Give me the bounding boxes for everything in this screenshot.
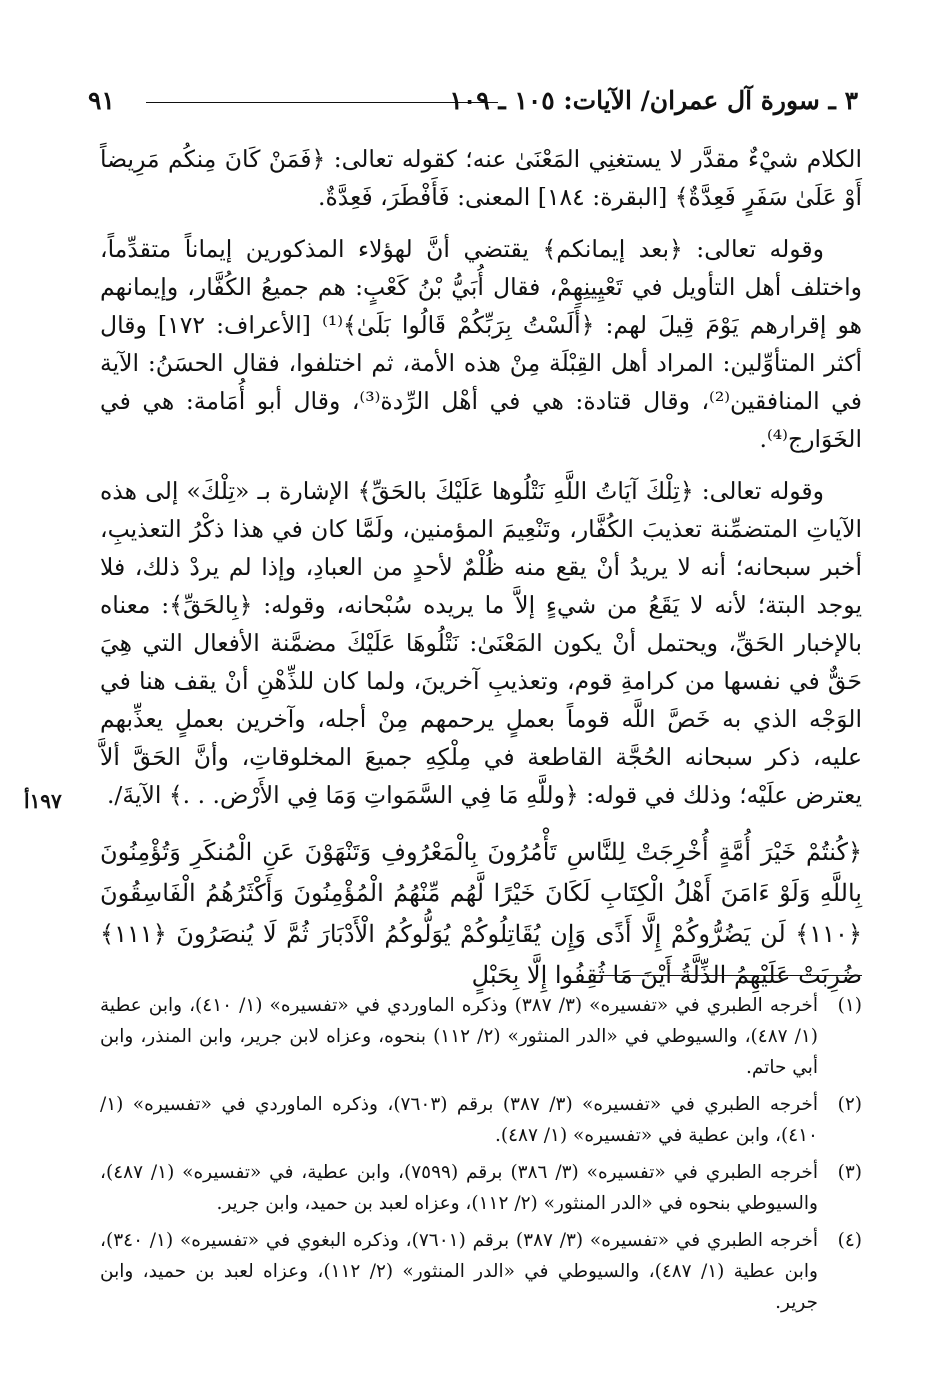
- footnote-separator: [590, 975, 862, 976]
- running-header: [88, 84, 858, 124]
- footnote-number: (٣): [837, 1162, 862, 1183]
- paragraph: وقوله تعالى: ﴿بعد إيمانكم﴾ يقتضي أنَّ لهؤلاء المذكورين إيماناً متقدِّماً، واختلف أهل التأويل في تَعْيِينِهِمْ، فقال أُبَيُّ بْنُ كَعْبٍ: هم جميعُ الكُفَّار، وإيمانهم هو إقرارهم يَوْمَ قِيلَ لهم: ﴿أَلَسْتُ بِرَبِّكُمْ قَالُوا بَلَىٰ﴾⁽¹⁾ [الأعراف: ١٧٢] وقال أكثر المتأوِّلين: المراد أهل القِبْلَة مِنْ هذه الأمة، ثم اختلفوا، فقال الحسَنُ: الآية في المنافقين⁽²⁾، وقال قتادة: هي في أهْل الرِّدة⁽³⁾، وقال أبو أُمَامة: هي في الخَوَارج⁽⁴⁾.: [100, 235, 862, 453]
- main-text: [100, 140, 862, 1010]
- footnote: [100, 990, 862, 1083]
- footnote-number: (٤): [837, 1230, 862, 1251]
- quran-verse: ﴿كُنتُمْ خَيْرَ أُمَّةٍ أُخْرِجَتْ لِلنَّاسِ تَأْمُرُونَ بِالْمَعْرُوفِ وَتَنْهَوْنَ عَنِ الْمُنكَرِ وَتُؤْمِنُونَ بِاللَّهِ وَلَوْ ءَامَنَ أَهْلُ الْكِتَابِ لَكَانَ خَيْرًا لَّهُم مِّنْهُمُ الْمُؤْمِنُونَ وَأَكْثَرُهُمُ الْفَاسِقُونَ ﴿١١٠﴾ لَن يَضُرُّوكُمْ إِلَّا أَذًى وَإِن يُقَاتِلُوكُمْ يُوَلُّوكُمُ الْأَدْبَارَ ثُمَّ لَا يُنصَرُونَ ﴿١١١﴾ ضُرِبَتْ عَلَيْهِمُ الذِّلَّةُ أَيْنَ مَا ثُقِفُوا إِلَّا بِحَبْلٍ: [100, 838, 862, 989]
- footnote: [100, 1157, 862, 1219]
- chapter-title: ٣ ـ سورة آل عمران/ الآيات: ١٠٥ ـ ١٠٩: [449, 86, 858, 115]
- paragraph: الكلام شيْءٌ مقدَّر لا يستغنِي المَعْنَىٰ عنه؛ كقوله تعالى: ﴿فَمَنْ كَانَ مِنكُم مَرِيضاً أَوْ عَلَىٰ سَفَرٍ فَعِدَّةٌ﴾ [البقرة: ١٨٤] المعنى: فَأَفْطَرَ، فَعِدَّةٌ.: [100, 145, 862, 211]
- header-rule: [146, 102, 498, 103]
- footnotes: [100, 990, 862, 1324]
- footnote: [100, 1225, 862, 1318]
- paragraph: وقوله تعالى: ﴿تِلْكَ آيَاتُ اللَّهِ نَتْلُوها عَلَيْكَ بالحَقِّ﴾ الإشارة بـ «تِلْكَ» إلى هذه الآياتِ المتضمِّنة تعذيبَ الكُفَّار، وتَنْعِيمَ المؤمنين، ولَمَّا كان في هذا ذكْرُ التعذيبِ، أخبر سبحانه؛ أنه لا يريدُ أنْ يقع منه ظُلْمٌ لأحدٍ من العبادِ، وإذا لم يردْ ذلك، فلا يوجد البتة؛ لأنه لا يَقَعُ من شيءٍ إلاَّ ما يريده سُبْحانه، وقوله: ﴿بِالحَقِّ﴾: معناه بالإخبار الحَقِّ، ويحتمل أنْ يكون المَعْنَىٰ: نَتْلُوهَا عَلَيْكَ مضمَّنة الأفعال التي هِيَ حَقٌّ في نفسها من كرامةِ قوم، وتعذيبِ آخرينَ، ولما كان للذِّهْنِ أنْ يقف هنا في الوَجْه الذي به خَصَّ اللَّه قوماً بعملٍ يرحمهم مِنْ أجله، وآخرين بعملٍ يعذِّبهم عليه، ذكر سبحانه الحُجَّة القاطعة في مِلْكِهِ جميعَ المخلوقاتِ، وأنَّ الحَقَّ ألاَّ يعترض علَيْه؛ وذلك في قوله: ﴿وللَّهِ مَا فِي السَّمَواتِ وَمَا فِي الأَرْض. . .﴾ الآيةَ/.: [100, 477, 862, 809]
- footnote-text: أخرجه الطبري في «تفسيره» (٣/ ٣٨٧) برقم (٧٦٠٣)، وذكره الماوردي في «تفسيره» (١/ ٤١٠)، وابن عطية في «تفسيره» (١/ ٤٨٧).: [100, 1094, 818, 1146]
- footnote-number: (١): [837, 995, 862, 1016]
- page-number: ٩١: [88, 86, 115, 115]
- footnote: [100, 1089, 862, 1151]
- footnote-text: أخرجه الطبري في «تفسيره» (٣/ ٣٨٦) برقم (٧٥٩٩)، وابن عطية، في «تفسيره» (١/ ٤٨٧)، والسيوطي بنحوه في «الدر المنثور» (٢/ ١١٢)، وعزاه لعبد بن حميد، وابن جرير.: [100, 1162, 818, 1214]
- footnote-number: (٢): [837, 1094, 862, 1115]
- footnote-text: أخرجه الطبري في «تفسيره» (٣/ ٣٨٧) برقم (٧٦٠١)، وذكره البغوي في «تفسيره» (١/ ٣٤٠)، وابن عطية (١/ ٤٨٧)، والسيوطي في «الدر المنثور» (٢/ ١١٢)، وعزاه لعبد بن حميد، وابن جرير.: [100, 1230, 818, 1313]
- footnote-text: أخرجه الطبري في «تفسيره» (٣/ ٣٨٧) وذكره الماوردي في «تفسيره» (١/ ٤١٠)، وابن عطية (١/ ٤٨٧)، والسيوطي في «الدر المنثور» (٢/ ١١٢) بنحوه، وعزاه لابن جرير، وابن المنذر، وابن أبي حاتم.: [100, 995, 818, 1078]
- manuscript-folio-marker: ١٩٧أ: [24, 789, 62, 813]
